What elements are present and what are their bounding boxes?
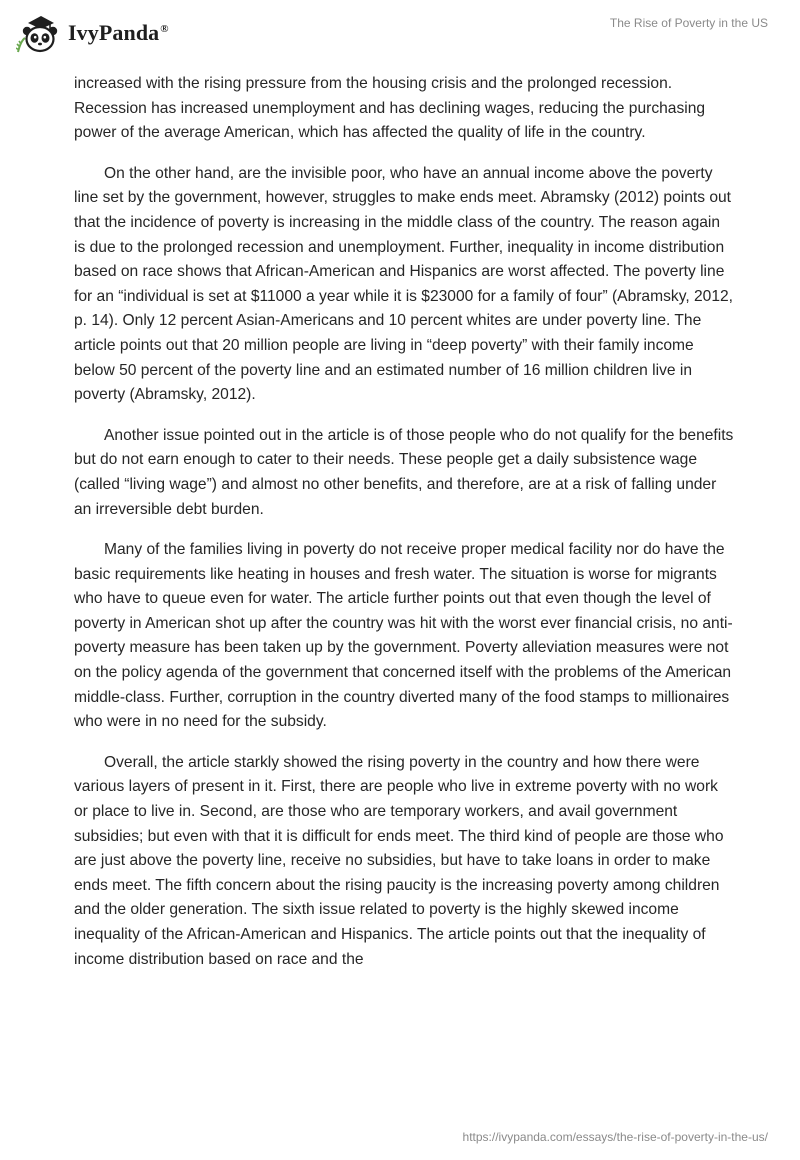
essay-body bbox=[74, 72, 734, 988]
brand-name: IvyPanda® bbox=[68, 20, 169, 45]
graduation-cap-panda-icon bbox=[16, 10, 64, 56]
paragraph: Overall, the article starkly showed the rising poverty in the country and how there were various layers of present in it. First, there are people who live in extreme poverty with no work or place to live in. Second, are those who are temporary workers, and avail government subsidies; but even with that it is difficult for ends meet. The third kind of people are those who are just above the poverty line, receive no subsidies, but have to take loans in order to make ends meet. The fifth concern about the rising paucity is the increasing poverty among children and the older generation. The sixth issue related to poverty is the highly skewed income inequality of the African-American and Hispanics. The article points out that the inequality of income distribution based on race and the bbox=[74, 753, 724, 968]
document-title: The Rise of Poverty in the US bbox=[609, 16, 768, 30]
brand-logo[interactable] bbox=[16, 10, 169, 56]
paragraph: Another issue pointed out in the article is of those people who do not qualify for the benefits but do not earn enough to cater to their needs. These people get a daily subsistence wage (called “living wage”) and almost no other benefits, and therefore, are at a risk of falling under an irreversible debt burden. bbox=[74, 426, 734, 518]
paragraph: increased with the rising pressure from the housing crisis and the prolonged recession. Recession has increased unemployment and has declining wages, reducing the purchasing power of the average American, which has affected the quality of life in the country. bbox=[74, 75, 706, 142]
paragraph: On the other hand, are the invisible poor, who have an annual income above the poverty line set by the government, however, struggles to make ends meet. Abramsky (2012) points out that the incidence of poverty is increasing in the middle class of the country. The reason again is due to the prolonged recession and unemployment. Further, inequality in income distribution based on race shows that African-American and Hispanics are worst affected. The poverty line for an “individual is set at $11000 a year while it is $23000 for a family of four” (Abramsky, 2012, p. 14). Only 12 percent Asian-Americans and 10 percent whites are under poverty line. The article points out that 20 million people are living in “deep poverty” with their family income below 50 percent of the poverty line and an estimated number of 16 million children live in poverty (Abramsky, 2012). bbox=[74, 164, 734, 404]
registered-mark: ® bbox=[160, 22, 169, 35]
paragraph: Many of the families living in poverty do not receive proper medical facility nor do have the basic requirements like heating in houses and fresh water. The situation is worse for migrants who have to queue even for water. The article further points out that even though the level of poverty in American shot up after the country was hit with the worst ever financial crisis, no anti-poverty measure has been taken up by the government. Poverty alleviation measures were not on the policy agenda of the government that concerned itself with the problems of the American middle-class. Further, corruption in the country diverted many of the food stamps to millionaires who were in no need for the subsidy. bbox=[74, 541, 733, 731]
source-url[interactable]: https://ivypanda.com/essays/the-rise-of-poverty-in-the-us/ bbox=[462, 1130, 768, 1144]
